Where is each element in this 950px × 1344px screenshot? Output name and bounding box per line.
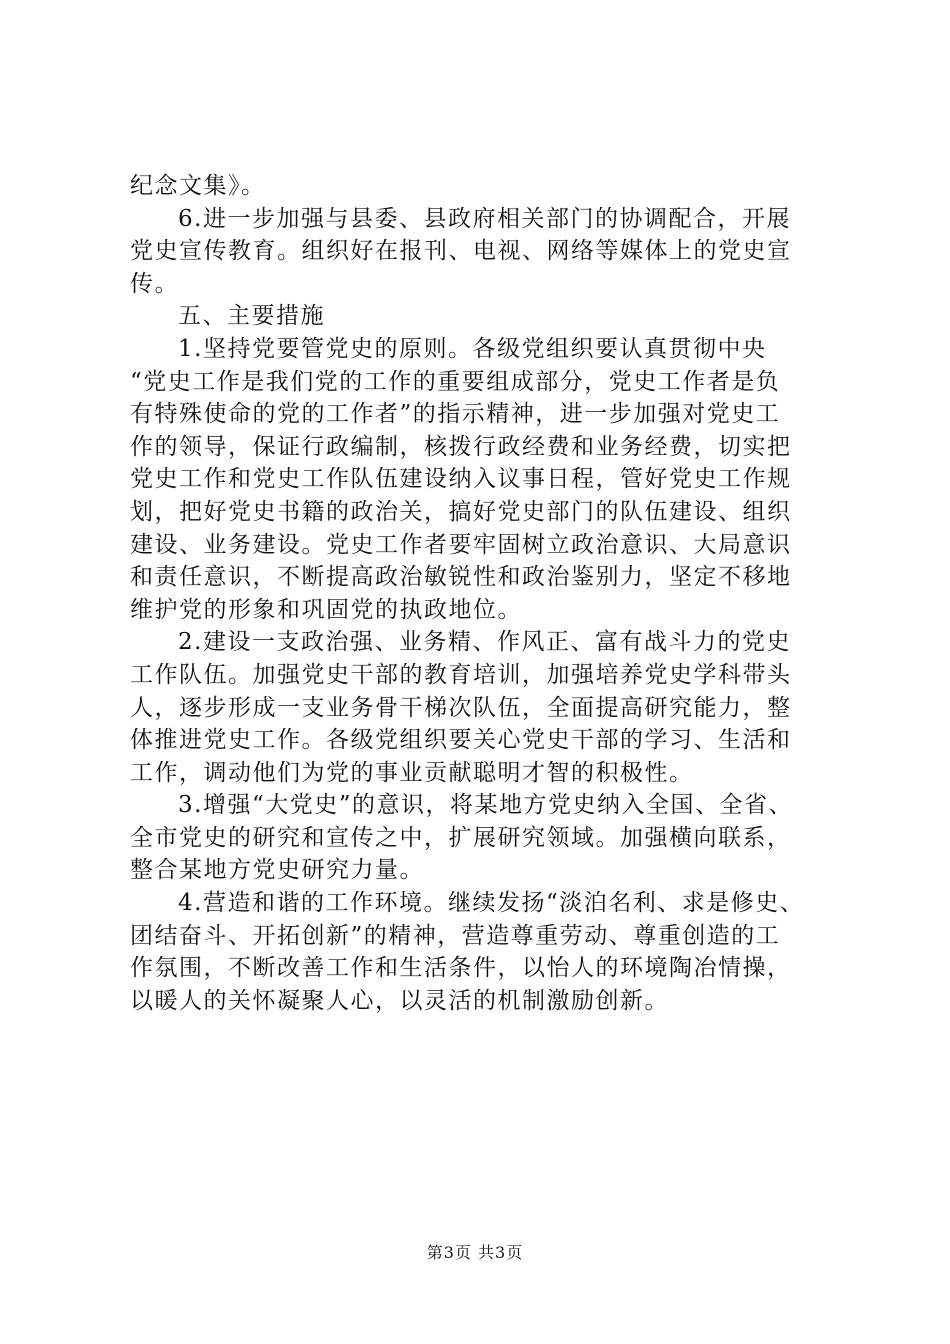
- text-line: 人，逐步形成一支业务骨干梯次队伍，全面提高研究能力，整: [130, 694, 792, 721]
- text-line: 4.营造和谐的工作环境。继续发扬“淡泊名利、求是修史、: [178, 890, 805, 917]
- text-line: “党史工作是我们党的工作的重要组成部分，党史工作者是负: [130, 368, 781, 395]
- text-line: 有特殊使命的党的工作者”的指示精神，进一步加强对党史工: [130, 401, 781, 428]
- text-line: 全市党史的研究和宣传之中，扩展研究领域。加强横向联系，: [130, 824, 792, 851]
- text-line: 党史工作和党史工作队伍建设纳入议事日程，管好党史工作规: [130, 466, 792, 493]
- text-line: 3.增强“大党史”的意识，将某地方党史纳入全国、全省、: [178, 792, 793, 819]
- text-line: 作氛围，不断改善工作和生活条件，以怡人的环境陶冶情操，: [130, 955, 792, 982]
- text-line: 纪念文集》。: [130, 173, 266, 199]
- page-number: 第3页 共3页: [426, 1243, 524, 1262]
- section-heading: 五、主要措施: [178, 303, 325, 330]
- text-line: 6.进一步加强与县委、县政府相关部门的协调配合，开展: [178, 205, 791, 232]
- text-line: 党史宣传教育。组织好在报刊、电视、网络等媒体上的党史宣: [130, 238, 792, 265]
- text-line: 传。: [130, 270, 179, 297]
- text-line: 工作队伍。加强党史干部的教育培训，加强培养党史学科带头: [130, 661, 792, 688]
- text-line: 作的领导，保证行政编制，核拨行政经费和业务经费，切实把: [130, 433, 792, 460]
- text-line: 和责任意识，不断提高政治敏锐性和政治鉴别力，坚定不移地: [130, 564, 792, 591]
- text-line: 建设、业务建设。党史工作者要牢固树立政治意识、大局意识: [130, 531, 792, 558]
- text-line: 划，把好党史书籍的政治关，搞好党史部门的队伍建设、组织: [130, 498, 792, 525]
- text-line: 2.建设一支政治强、业务精、作风正、富有战斗力的党史: [178, 629, 791, 656]
- text-line: 维护党的形象和巩固党的执政地位。: [130, 596, 522, 623]
- text-line: 整合某地方党史研究力量。: [130, 857, 424, 884]
- text-line: 团结奋斗、开拓创新”的精神，营造尊重劳动、尊重创造的工: [130, 922, 781, 949]
- text-line: 1.坚持党要管党史的原则。各级党组织要认真贯彻中央: [178, 335, 767, 362]
- text-line: 体推进党史工作。各级党组织要关心党史干部的学习、生活和: [130, 727, 792, 754]
- text-line: 工作，调动他们为党的事业贡献聪明才智的积极性。: [130, 759, 694, 786]
- text-line: 以暖人的关怀凝聚人心，以灵活的机制激励创新。: [130, 987, 669, 1014]
- document-body: [130, 170, 830, 1017]
